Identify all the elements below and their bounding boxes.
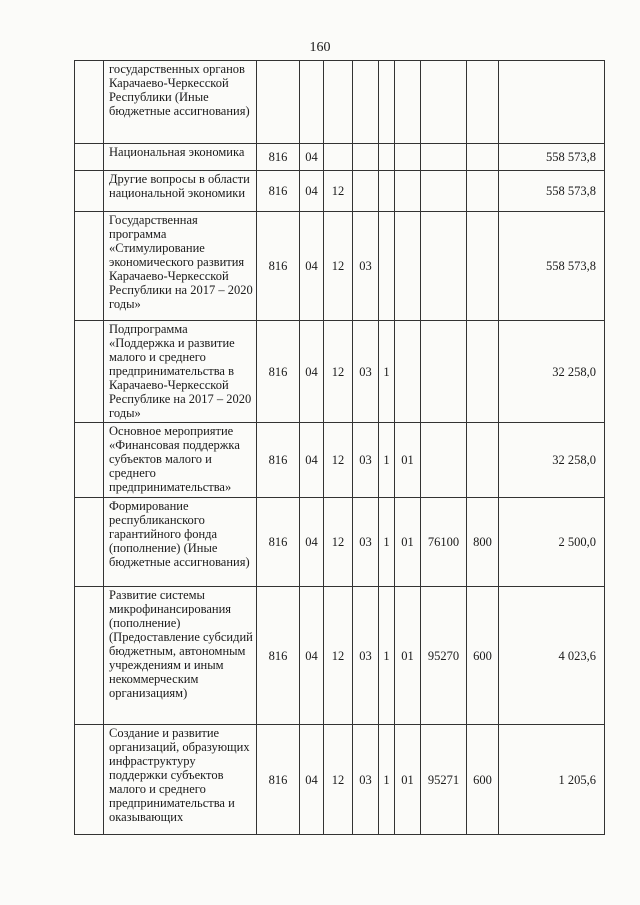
ministry-code: 816: [257, 321, 300, 423]
row-margin-cell: [75, 587, 104, 725]
row-name: Государственная программа «Стимулирование экономического развития Карачаево-Черкесской Республики на 2017 – 2020 годы»: [104, 212, 257, 321]
program-code: 03: [353, 725, 379, 835]
direction-code: [421, 171, 467, 212]
subsection-code: 12: [324, 587, 353, 725]
expense-type-code: 600: [467, 587, 499, 725]
subsection-code: 12: [324, 498, 353, 587]
table-row: [75, 423, 605, 498]
row-margin-cell: [75, 423, 104, 498]
row-margin-cell: [75, 171, 104, 212]
program-code: 03: [353, 212, 379, 321]
page-number: 160: [309, 40, 331, 55]
section-code: 04: [300, 498, 324, 587]
event-code: [395, 171, 421, 212]
subprogram-code: 1: [379, 498, 395, 587]
row-name: государственных органов Карачаево-Черкесской Республики (Иные бюджетные ассигнования): [104, 61, 257, 144]
event-code: 01: [395, 725, 421, 835]
program-code: 03: [353, 423, 379, 498]
subprogram-code: [379, 144, 395, 171]
subsection-code: 12: [324, 321, 353, 423]
table-row: [75, 321, 605, 423]
program-code: [353, 61, 379, 144]
subprogram-code: 1: [379, 587, 395, 725]
program-code: 03: [353, 321, 379, 423]
ministry-code: 816: [257, 725, 300, 835]
subprogram-code: 1: [379, 725, 395, 835]
section-code: 04: [300, 321, 324, 423]
ministry-code: 816: [257, 212, 300, 321]
row-margin-cell: [75, 61, 104, 144]
direction-code: [421, 212, 467, 321]
row-margin-cell: [75, 212, 104, 321]
event-code: [395, 144, 421, 171]
subsection-code: [324, 61, 353, 144]
expense-type-code: [467, 61, 499, 144]
direction-code: [421, 144, 467, 171]
section-code: 04: [300, 725, 324, 835]
amount: 558 573,8: [499, 212, 605, 321]
expense-type-code: 800: [467, 498, 499, 587]
subprogram-code: [379, 61, 395, 144]
amount: 1 205,6: [499, 725, 605, 835]
subsection-code: 12: [324, 212, 353, 321]
row-name: Развитие системы микрофинансирования (пополнение) (Предоставление субсидий бюджетным, автономным учреждениям и иным некоммерческим организациям): [104, 587, 257, 725]
section-code: 04: [300, 587, 324, 725]
direction-code: [421, 423, 467, 498]
subprogram-code: 1: [379, 423, 395, 498]
expense-type-code: [467, 171, 499, 212]
subprogram-code: [379, 212, 395, 321]
ministry-code: [257, 61, 300, 144]
ministry-code: 816: [257, 171, 300, 212]
event-code: 01: [395, 498, 421, 587]
row-margin-cell: [75, 321, 104, 423]
amount: 4 023,6: [499, 587, 605, 725]
subprogram-code: [379, 171, 395, 212]
ministry-code: 816: [257, 587, 300, 725]
ministry-code: 816: [257, 498, 300, 587]
program-code: 03: [353, 498, 379, 587]
amount: 32 258,0: [499, 423, 605, 498]
expense-type-code: 600: [467, 725, 499, 835]
section-code: 04: [300, 423, 324, 498]
budget-table: [74, 60, 605, 835]
row-name: Создание и развитие организаций, образующих инфраструктуру поддержки субъектов малого и среднего предпринимательства и оказывающих: [104, 725, 257, 835]
direction-code: 95271: [421, 725, 467, 835]
expense-type-code: [467, 144, 499, 171]
table-row: [75, 725, 605, 835]
row-name: Национальная экономика: [104, 144, 257, 171]
amount: 558 573,8: [499, 171, 605, 212]
subsection-code: 12: [324, 171, 353, 212]
direction-code: 95270: [421, 587, 467, 725]
expense-type-code: [467, 212, 499, 321]
table-row: [75, 212, 605, 321]
expense-type-code: [467, 321, 499, 423]
subsection-code: 12: [324, 725, 353, 835]
section-code: 04: [300, 171, 324, 212]
event-code: [395, 61, 421, 144]
amount: 32 258,0: [499, 321, 605, 423]
subprogram-code: 1: [379, 321, 395, 423]
program-code: [353, 144, 379, 171]
amount: 558 573,8: [499, 144, 605, 171]
expense-type-code: [467, 423, 499, 498]
program-code: [353, 171, 379, 212]
row-margin-cell: [75, 725, 104, 835]
direction-code: 76100: [421, 498, 467, 587]
subsection-code: 12: [324, 423, 353, 498]
table-row: [75, 587, 605, 725]
section-code: [300, 61, 324, 144]
table-row: [75, 171, 605, 212]
row-margin-cell: [75, 144, 104, 171]
row-name: Подпрограмма «Поддержка и развитие малого и среднего предпринимательства в Карачаево-Черкесской Республике на 2017 – 2020 годы»: [104, 321, 257, 423]
row-name: Формирование республиканского гарантийного фонда (пополнение) (Иные бюджетные ассигнования): [104, 498, 257, 587]
direction-code: [421, 321, 467, 423]
table-row: [75, 144, 605, 171]
direction-code: [421, 61, 467, 144]
table-row: [75, 498, 605, 587]
section-code: 04: [300, 144, 324, 171]
event-code: [395, 321, 421, 423]
ministry-code: 816: [257, 423, 300, 498]
event-code: [395, 212, 421, 321]
row-margin-cell: [75, 498, 104, 587]
event-code: 01: [395, 587, 421, 725]
subsection-code: [324, 144, 353, 171]
amount: 2 500,0: [499, 498, 605, 587]
amount: [499, 61, 605, 144]
event-code: 01: [395, 423, 421, 498]
section-code: 04: [300, 212, 324, 321]
row-name: Основное мероприятие «Финансовая поддержка субъектов малого и среднего предпринимательства»: [104, 423, 257, 498]
ministry-code: 816: [257, 144, 300, 171]
program-code: 03: [353, 587, 379, 725]
row-name: Другие вопросы в области национальной экономики: [104, 171, 257, 212]
table-row: [75, 61, 605, 144]
